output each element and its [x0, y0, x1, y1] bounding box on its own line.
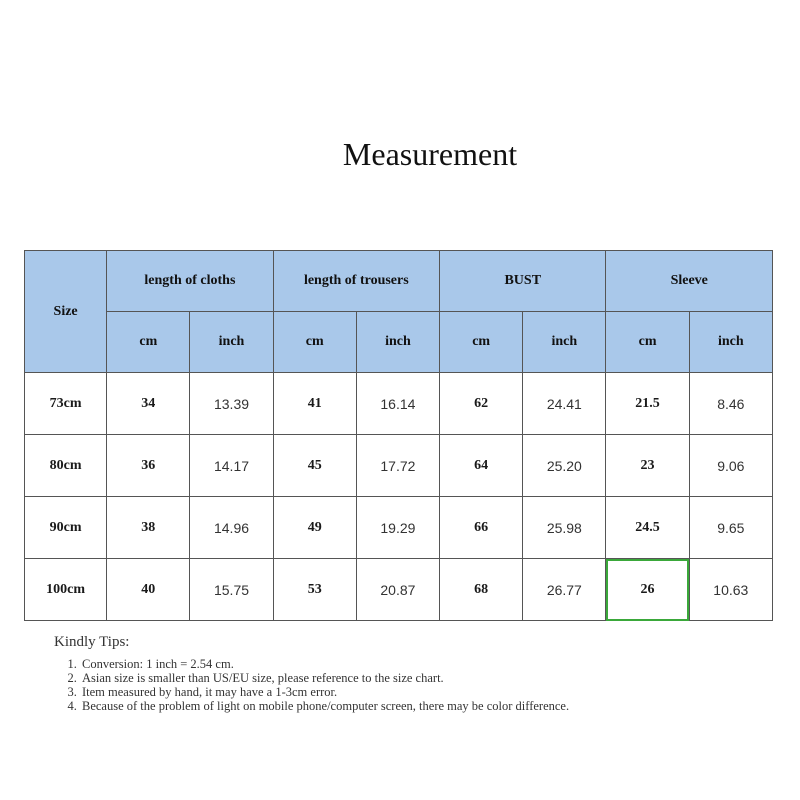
size-cell: 90cm	[25, 497, 107, 559]
unit-header: cm	[606, 312, 689, 373]
table-cell: 41	[273, 373, 356, 435]
unit-header: inch	[689, 312, 772, 373]
unit-header: inch	[190, 312, 273, 373]
table-cell: 15.75	[190, 559, 273, 621]
group-header-bust: BUST	[440, 251, 606, 312]
unit-header: inch	[356, 312, 439, 373]
size-header: Size	[25, 251, 107, 373]
table-cell: 23	[606, 435, 689, 497]
page-title: Measurement	[342, 136, 518, 172]
table-cell: 68	[440, 559, 523, 621]
table-cell: 25.20	[523, 435, 606, 497]
table-cell: 49	[273, 497, 356, 559]
table-cell: 25.98	[523, 497, 606, 559]
tip-item: 2. Asian size is smaller than US/EU size, please reference to the size chart.	[80, 671, 754, 685]
table-cell: 36	[107, 435, 190, 497]
group-header-cloths: length of cloths	[107, 251, 273, 312]
table-cell: 26.77	[523, 559, 606, 621]
table-cell: 9.06	[689, 435, 772, 497]
table-cell: 64	[440, 435, 523, 497]
table-cell: 16.14	[356, 373, 439, 435]
tips-list	[54, 657, 754, 713]
table-cell: 34	[107, 373, 190, 435]
table-cell: 66	[440, 497, 523, 559]
table-cell: 21.5	[606, 373, 689, 435]
table-cell: 13.39	[190, 373, 273, 435]
group-header-trousers: length of trousers	[273, 251, 439, 312]
table-cell: 10.63	[689, 559, 772, 621]
table-cell: 20.87	[356, 559, 439, 621]
unit-header: cm	[107, 312, 190, 373]
size-cell: 100cm	[25, 559, 107, 621]
unit-header: cm	[440, 312, 523, 373]
tip-item: 1. Conversion: 1 inch = 2.54 cm.	[80, 657, 754, 671]
size-cell: 80cm	[25, 435, 107, 497]
table-row	[25, 373, 773, 435]
table-cell: 62	[440, 373, 523, 435]
table-cell: 14.96	[190, 497, 273, 559]
table-cell: 24.41	[523, 373, 606, 435]
table-cell: 9.65	[689, 497, 772, 559]
tips-heading: Kindly Tips:	[54, 634, 130, 650]
kindly-tips	[54, 634, 754, 713]
size-cell: 73cm	[25, 373, 107, 435]
table-cell: 40	[107, 559, 190, 621]
table-cell: 17.72	[356, 435, 439, 497]
table-row	[25, 435, 773, 497]
table-cell: 14.17	[190, 435, 273, 497]
size-chart-table	[24, 250, 773, 621]
table-row	[25, 559, 773, 621]
unit-header: cm	[273, 312, 356, 373]
table-cell: 38	[107, 497, 190, 559]
selected-cell[interactable]: 26	[606, 559, 689, 621]
table-cell: 8.46	[689, 373, 772, 435]
table-cell: 53	[273, 559, 356, 621]
table-row	[25, 497, 773, 559]
table-cell: 45	[273, 435, 356, 497]
table-cell: 24.5	[606, 497, 689, 559]
tip-item: 3. Item measured by hand, it may have a 1-3cm error.	[80, 685, 754, 699]
group-header-sleeve: Sleeve	[606, 251, 773, 312]
unit-header: inch	[523, 312, 606, 373]
table-cell: 19.29	[356, 497, 439, 559]
tip-item: 4. Because of the problem of light on mobile phone/computer screen, there may be color difference.	[80, 699, 754, 713]
